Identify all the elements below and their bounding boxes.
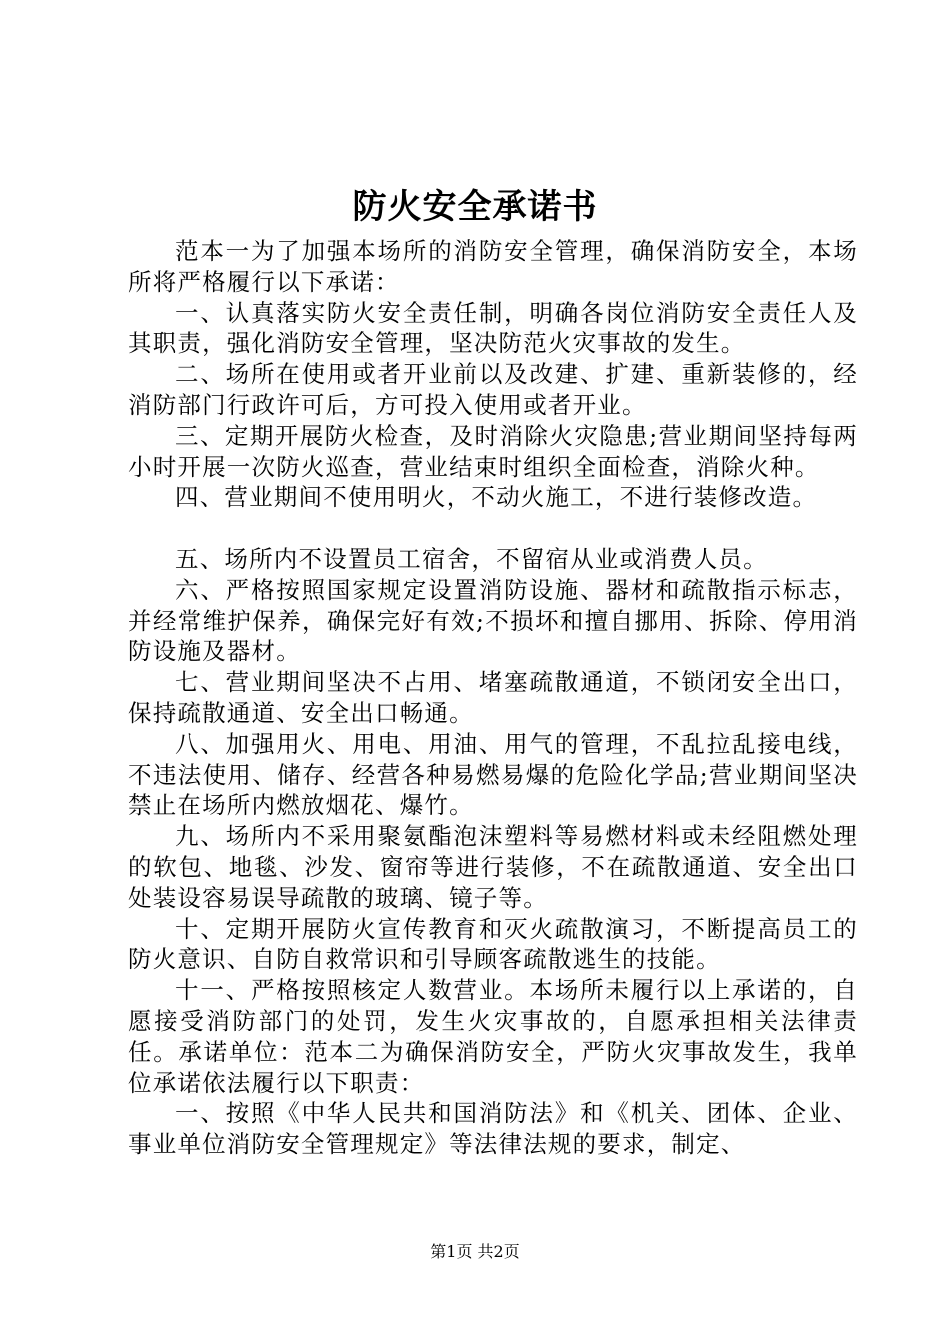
- paragraph-item-9: 九、场所内不采用聚氨酯泡沫塑料等易燃材料或未经阻燃处理的软包、地毯、沙发、窗帘等进行装修，不在疏散通道、安全出口处装设容易误导疏散的玻璃、镜子等。: [128, 822, 858, 912]
- paragraph-item-4: 四、营业期间不使用明火，不动火施工，不进行装修改造。: [175, 483, 818, 512]
- blank-line: [128, 513, 858, 544]
- paragraph-item-6: 六、严格按照国家规定设置消防设施、器材和疏散指示标志，并经常维护保养，确保完好有效;不损坏和擅自挪用、拆除、停用消防设施及器材。: [128, 575, 858, 666]
- paragraph-item-3: 三、定期开展防火检查，及时消除火灾隐患;营业期间坚持每两小时开展一次防火巡查，营业结束时组织全面检查，消除火种。: [128, 421, 858, 481]
- paragraph-item-8: 八、加强用火、用电、用油、用气的管理，不乱拉乱接电线，不违法使用、储存、经营各种易燃易爆的危险化学品;营业期间坚决禁止在场所内燃放烟花、爆竹。: [128, 729, 858, 820]
- document-body: [128, 236, 858, 1160]
- paragraph-item-7: 七、营业期间坚决不占用、堵塞疏散通道，不锁闭安全出口，保持疏散通道、安全出口畅通。: [128, 668, 858, 727]
- page-footer: 第1页 共2页: [430, 1242, 520, 1261]
- paragraph-item-next: 一、按照《中华人民共和国消防法》和《机关、团体、企业、事业单位消防安全管理规定》等法律法规的要求，制定、: [128, 1099, 858, 1159]
- paragraph-item-5: 五、场所内不设置员工宿舍，不留宿从业或消费人员。: [175, 544, 768, 573]
- paragraph-item-2: 二、场所在使用或者开业前以及改建、扩建、重新装修的，经消防部门行政许可后，方可投入使用或者开业。: [128, 360, 858, 419]
- paragraph-item-1: 一、认真落实防火安全责任制，明确各岗位消防安全责任人及其职责，强化消防安全管理，坚决防范火灾事故的发生。: [128, 298, 858, 358]
- paragraph-item-11: 十一、严格按照核定人数营业。本场所未履行以上承诺的，自愿接受消防部门的处罚，发生火灾事故的，自愿承担相关法律责任。承诺单位：范本二为确保消防安全，严防火灾事故发生，我单位承诺依法履行以下职责：: [128, 976, 858, 1097]
- document-title: 防火安全承诺书: [352, 187, 598, 227]
- paragraph-intro: 范本一为了加强本场所的消防安全管理，确保消防安全，本场所将严格履行以下承诺：: [128, 237, 858, 296]
- paragraph-item-10: 十、定期开展防火宣传教育和灭火疏散演习，不断提高员工的防火意识、自防自救常识和引导顾客疏散逃生的技能。: [128, 914, 858, 974]
